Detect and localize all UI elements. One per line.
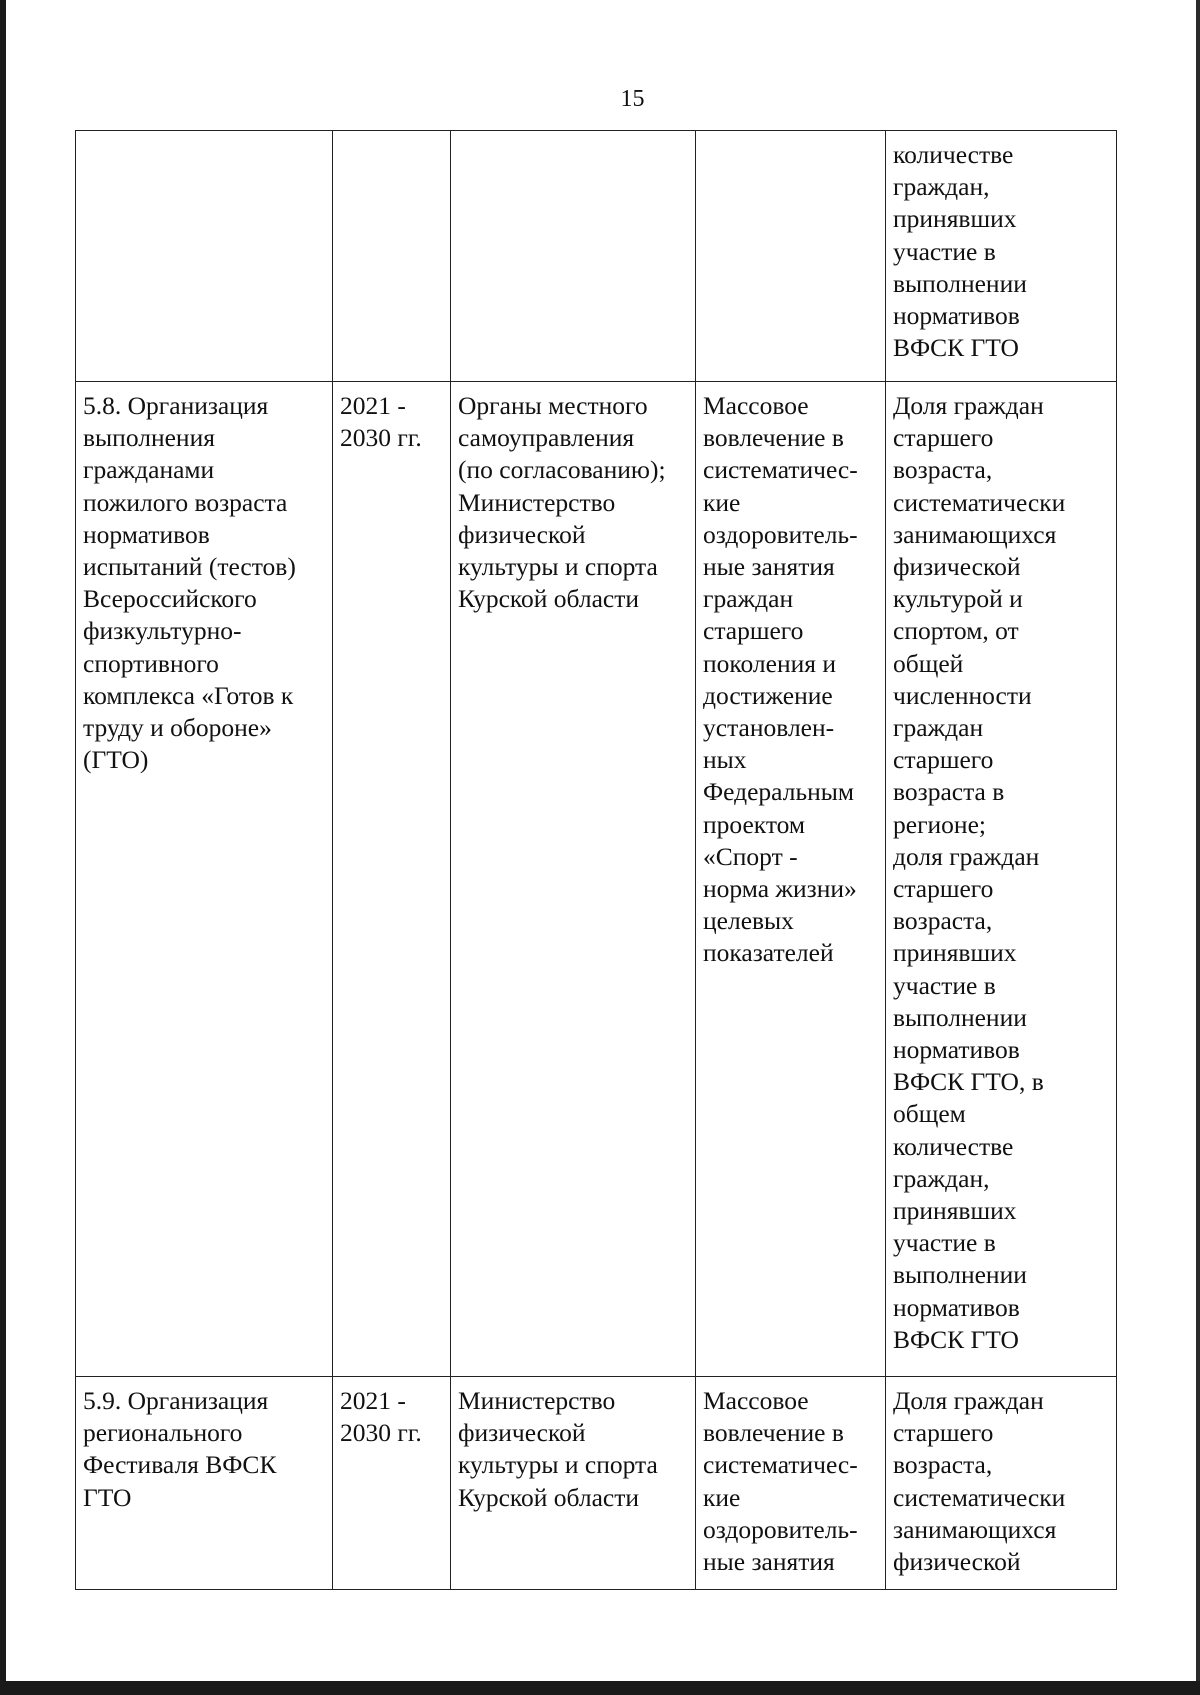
table-row	[76, 382, 1117, 1377]
scan-edge-bottom	[0, 1681, 1200, 1695]
cell-result: Массовое вовлечение в систематичес- кие оздоровитель- ные занятия граждан старшего поколения и достижение установлен- ных Федеральным проектом «Спорт - норма жизни» целевых показателей	[696, 382, 886, 1377]
plan-table	[75, 130, 1117, 1590]
cell-executors: Министерство физической культуры и спорта Курской области	[451, 1377, 696, 1590]
cell-result: Массовое вовлечение в систематичес- кие оздоровитель- ные занятия	[696, 1377, 886, 1590]
page-number: 15	[620, 86, 645, 112]
cell-result	[696, 131, 886, 382]
scan-edge-left	[0, 0, 6, 1695]
cell-executors: Органы местного самоуправления (по согласованию); Министерство физической культуры и спорта Курской области	[451, 382, 696, 1377]
table-row	[76, 1377, 1117, 1590]
cell-period: 2021 - 2030 гг.	[333, 382, 451, 1377]
cell-indicator: Доля граждан старшего возраста, систематически занимающихся физической	[886, 1377, 1117, 1590]
cell-indicator: Доля граждан старшего возраста, систематически занимающихся физической культурой и спортом, от общей численности граждан старшего возраста в регионе; доля граждан старшего возраста, принявших участие в выполнении нормативов ВФСК ГТО, в общем количестве граждан, принявших участие в выполнении нормативов ВФСК ГТО	[886, 382, 1117, 1377]
cell-event	[76, 131, 333, 382]
scan-edge-right	[1196, 0, 1200, 1695]
table-row	[76, 131, 1117, 382]
cell-event: 5.8. Организация выполнения гражданами пожилого возраста нормативов испытаний (тестов) Всероссийского физкультурно- спортивного комплекса «Готов к труду и обороне» (ГТО)	[76, 382, 333, 1377]
cell-event: 5.9. Организация регионального Фестиваля ВФСК ГТО	[76, 1377, 333, 1590]
cell-period	[333, 131, 451, 382]
cell-executors	[451, 131, 696, 382]
cell-indicator: количестве граждан, принявших участие в выполнении нормативов ВФСК ГТО	[886, 131, 1117, 382]
cell-period: 2021 - 2030 гг.	[333, 1377, 451, 1590]
